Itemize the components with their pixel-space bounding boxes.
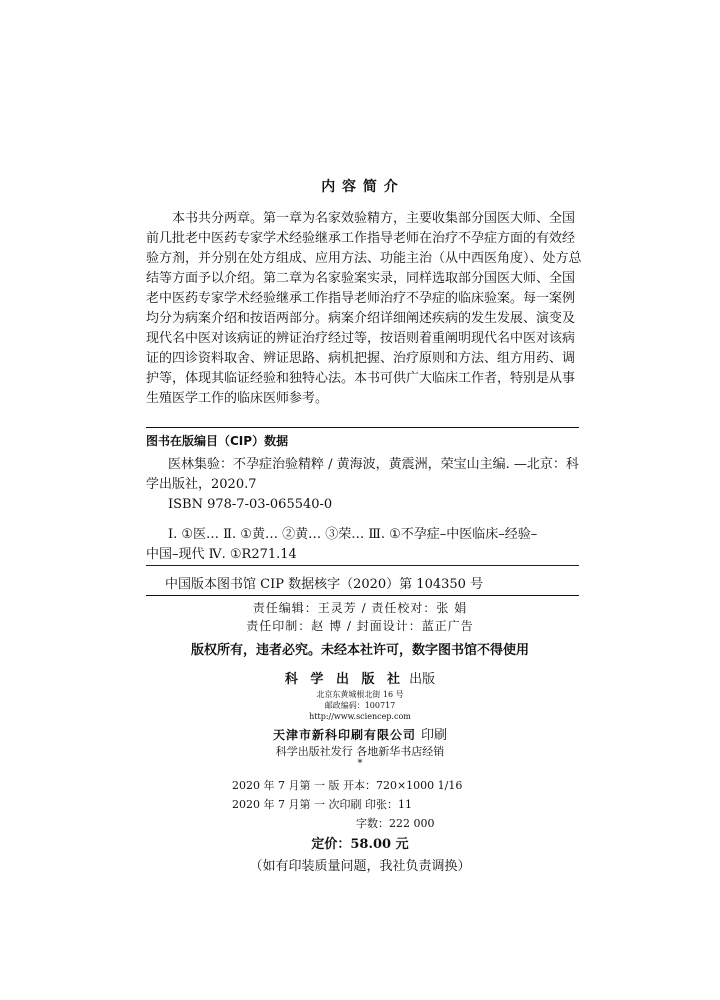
separator-star: * — [357, 758, 363, 769]
cip-check-number: 中国版本图书馆 CIP 数据核字（2020）第 104350 号 — [165, 577, 484, 592]
cip-middle-rule — [146, 565, 579, 566]
summary-line: 证的四诊资料取舍、辨证思路、病机把握、治疗原则和方法、组方用药、调 — [146, 351, 576, 366]
publisher-address: 北京东黄城根北街 16 号 — [316, 690, 404, 699]
printing-line: 2020 年 7 月第 一 次印刷 印张：11 — [232, 798, 412, 811]
cip-bottom-rule — [146, 595, 579, 596]
cip-record — [146, 455, 581, 565]
staff-line-editors: 责任编辑：王灵芳 / 责任校对：张 娟 — [252, 601, 468, 615]
quality-note: （如有印装质量问题，我社负责调换） — [249, 859, 471, 874]
publisher-line — [0, 668, 720, 687]
cip-line: 学出版社，2020.7 — [146, 477, 257, 492]
edition-line: 2020 年 7 月第 一 版 开本：720×1000 1/16 — [232, 779, 463, 792]
summary-line: 护等，体现其临证经验和独特心法。本书可供广大临床工作者，特别是从事 — [146, 371, 576, 386]
cip-line: 医林集验：不孕症治验精粹 / 黄海波，黄震洲，荣宝山主编. —北京：科 — [168, 457, 579, 472]
summary-title: 内 容 简 介 — [321, 179, 399, 195]
word-count: 字数：222 000 — [356, 817, 435, 830]
summary-line: 本书共分两章。第一章为名家效验精方，主要收集部分国医大师、全国 — [172, 211, 576, 226]
distribution-line: 科学出版社发行 各地新华书店经销 — [275, 745, 445, 758]
summary-line: 验方剂，并分别在处方组成、应用方法、功能主治（从中西医角度）、处方总 — [146, 251, 582, 266]
publisher-postcode: 邮政编码：100717 — [324, 701, 396, 710]
printer-line — [0, 724, 720, 743]
summary-line: 结等方面予以介绍。第二章为名家验案实录，同样选取部分国医大师、全国 — [146, 271, 576, 286]
cip-class-line: Ⅰ. ①医… Ⅱ. ①黄… ②黄… ③荣… Ⅲ. ①不孕症–中医临床–经验– — [168, 527, 538, 542]
price: 定价：58.00 元 — [311, 837, 409, 852]
cip-isbn: ISBN 978-7-03-065540-0 — [168, 497, 333, 512]
summary-line: 均分为病案介绍和按语两部分。病案介绍详细阐述疾病的发生发展、演变及 — [146, 311, 576, 326]
cip-class-line: 中国–现代 Ⅳ. ①R271.14 — [146, 547, 297, 562]
summary-line: 生殖医学工作的临床医师参考。 — [146, 391, 329, 406]
printer-name: 天津市新科印刷有限公司 — [272, 728, 416, 742]
summary-line: 前几批老中医药专家学术经验继承工作指导老师在治疗不孕症方面的有效经 — [146, 231, 576, 246]
publisher-suffix: 出版 — [409, 672, 436, 687]
summary-line: 现代名中医对该病证的辨证治疗经过等，按语则着重阐明现代名中医对该病 — [146, 331, 576, 346]
staff-line-production: 责任印制：赵 博 / 封面设计：蓝正广告 — [246, 619, 474, 633]
cip-top-rule — [146, 427, 579, 428]
printer-suffix: 印刷 — [421, 728, 448, 743]
copyright-notice: 版权所有，违者必究。未经本社许可，数字图书馆不得使用 — [190, 643, 529, 658]
summary-line: 老中医药专家学术经验继承工作指导老师治疗不孕症的临床验案。每一案例 — [146, 291, 576, 306]
summary-text — [146, 209, 581, 409]
publisher-url: http://www.sciencep.com — [309, 712, 411, 721]
cip-heading: 图书在版编目（CIP）数据 — [146, 434, 289, 448]
publisher-name: 科 学 出 版 社 — [284, 672, 404, 687]
